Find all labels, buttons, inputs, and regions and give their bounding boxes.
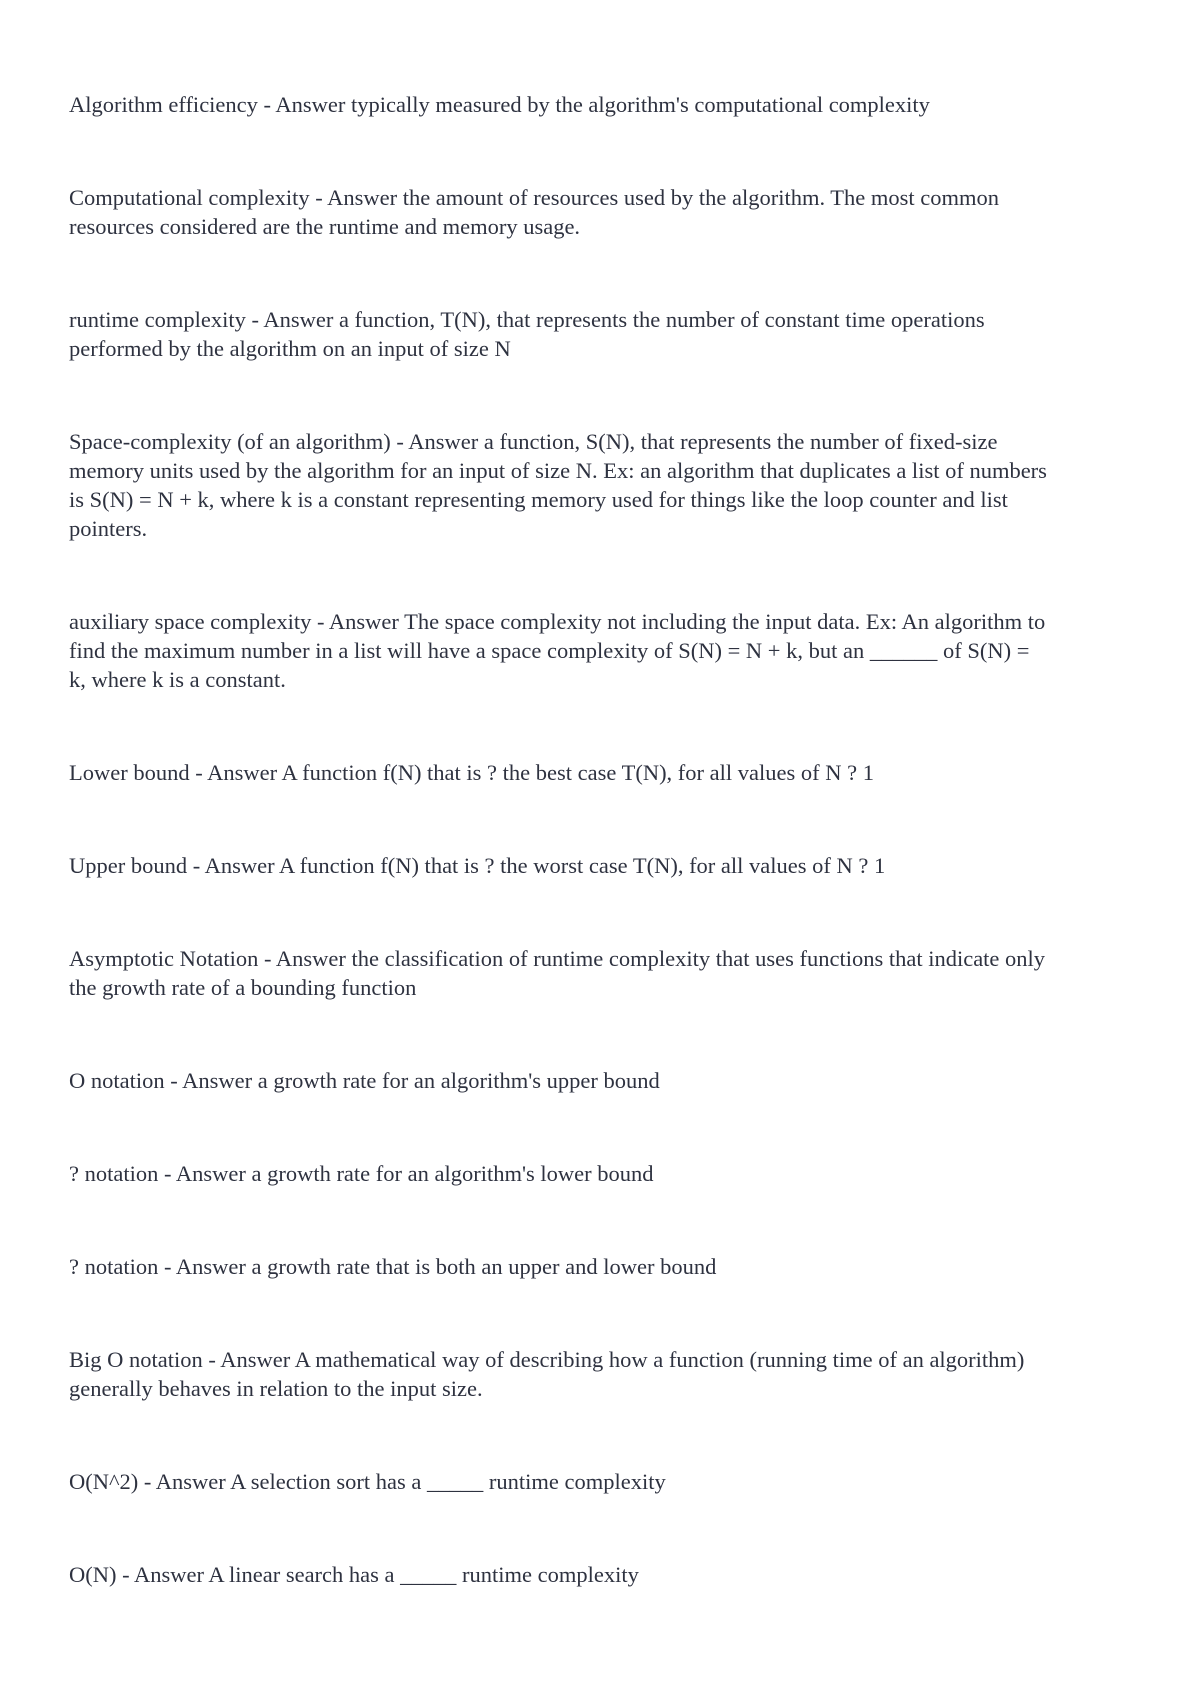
entry-text-line: find the maximum number in a list will have a space complexity of S(N) = N + k, but an ______ of S(N) = (69, 638, 1030, 663)
entry-text-line: memory units used by the algorithm for an input of size N. Ex: an algorithm that duplicates a list of numbers (69, 458, 1047, 483)
entry-text-line: the growth rate of a bounding function (69, 975, 417, 1000)
entry-text-line: resources considered are the runtime and memory usage. (69, 214, 581, 239)
entry-text-line: Asymptotic Notation - Answer the classification of runtime complexity that uses functions that indicate only (69, 946, 1046, 971)
flashcard-entry (69, 1345, 1139, 1403)
entry-text-line: Big O notation - Answer A mathematical way of describing how a function (running time of an algorithm) (69, 1347, 1025, 1372)
entry-text-line: O notation - Answer a growth rate for an algorithm's upper bound (69, 1068, 660, 1093)
flashcard-entry (69, 427, 1139, 543)
flashcard-entry (69, 1066, 1139, 1095)
entry-text-line: auxiliary space complexity - Answer The space complexity not including the input data. Ex: An algorithm to (69, 609, 1046, 634)
entry-text-line: Lower bound - Answer A function f(N) that is ? the best case T(N), for all values of N ? 1 (69, 760, 874, 785)
entry-text-line: is S(N) = N + k, where k is a constant representing memory used for things like the loop counter and list (69, 487, 1008, 512)
entry-text-line: ? notation - Answer a growth rate for an algorithm's lower bound (69, 1161, 654, 1186)
entry-text-line: O(N) - Answer A linear search has a _____ runtime complexity (69, 1562, 639, 1587)
entry-text-line: pointers. (69, 516, 148, 541)
entry-text-line: Space-complexity (of an algorithm) - Answer a function, S(N), that represents the number of fixed-size (69, 429, 998, 454)
flashcard-entry (69, 1560, 1139, 1589)
flashcard-entry (69, 607, 1139, 694)
entry-text-line: runtime complexity - Answer a function, T(N), that represents the number of constant time operations (69, 307, 985, 332)
flashcard-entry (69, 851, 1139, 880)
flashcard-entry (69, 90, 1139, 119)
entry-text-line: Computational complexity - Answer the amount of resources used by the algorithm. The most common (69, 185, 1000, 210)
entry-text-line: k, where k is a constant. (69, 667, 286, 692)
flashcard-entry (69, 944, 1139, 1002)
entry-text-line: O(N^2) - Answer A selection sort has a _____ runtime complexity (69, 1469, 666, 1494)
flashcard-entry (69, 1467, 1139, 1496)
entry-text-line: ? notation - Answer a growth rate that is both an upper and lower bound (69, 1254, 717, 1279)
flashcard-entry (69, 1252, 1139, 1281)
flashcard-entry (69, 758, 1139, 787)
entry-text-line: Upper bound - Answer A function f(N) that is ? the worst case T(N), for all values of N ? 1 (69, 853, 886, 878)
flashcard-entry (69, 183, 1139, 241)
flashcard-entry (69, 1159, 1139, 1188)
flashcard-entry (69, 305, 1139, 363)
entry-text-line: generally behaves in relation to the input size. (69, 1376, 483, 1401)
entry-text-line: performed by the algorithm on an input of size N (69, 336, 511, 361)
entry-text-line: Algorithm efficiency - Answer typically measured by the algorithm's computational complexity (69, 92, 930, 117)
document-page (69, 90, 1139, 1653)
